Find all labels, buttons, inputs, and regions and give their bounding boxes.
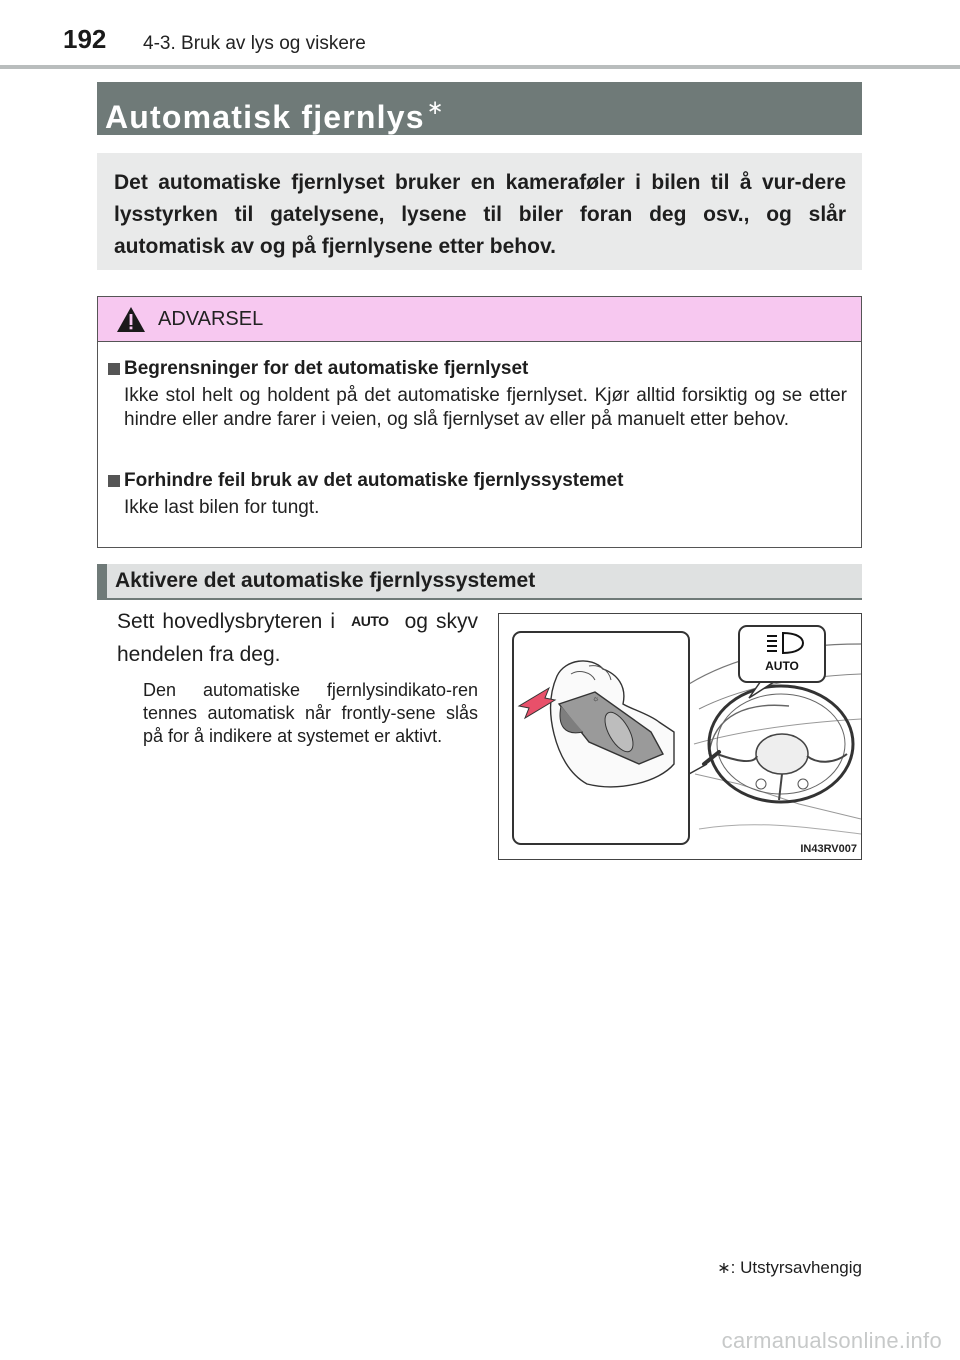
section-heading: Aktivere det automatiske fjernlyssystemet: [115, 569, 536, 592]
footnote-star: ∗: [717, 1260, 731, 1277]
warning-box: [97, 296, 862, 548]
warning-item-body: Ikke last bilen for tungt.: [124, 497, 320, 518]
intro-box: [97, 153, 862, 270]
step-note: Den automatiske fjernlysindikato-ren tennes automatisk når frontly-sene slås på for å indikere at systemet er aktivt.: [143, 680, 478, 746]
lever-symbol-icon: ☼: [592, 694, 600, 703]
illustration-figure: [498, 613, 862, 860]
page-title: [105, 82, 862, 144]
title-bar: [97, 82, 862, 135]
warning-item-heading: [108, 470, 847, 492]
step-text-after: og skyv hendelen fra deg.: [117, 610, 478, 666]
headlight-lever-illustration: [499, 614, 861, 859]
warning-triangle-icon: [116, 306, 146, 333]
section-heading-bar: [97, 564, 862, 600]
page-number: 192: [63, 24, 107, 54]
step-instruction: [117, 605, 478, 671]
figure-code: IN43RV007: [800, 843, 857, 855]
chapter-title: 4-3. Bruk av lys og viskere: [143, 33, 366, 54]
warning-item-heading-text: Begrensninger for det automatiske fjernlyset: [124, 358, 529, 379]
watermark: carmanualsonline.info: [721, 1328, 942, 1353]
footnote: [717, 1258, 862, 1278]
intro-text: Det automatiske fjernlyset bruker en kameraføler i bilen til å vur-dere lysstyrken til gatelysene, lysene til biler foran deg osv., og slår automatisk av og på fjernlysene etter behov.: [114, 171, 846, 258]
warning-item: [108, 358, 847, 432]
warning-label: ADVARSEL: [158, 308, 264, 330]
indicator-auto-label: AUTO: [765, 659, 799, 673]
warning-header: [98, 297, 861, 342]
footnote-text: : Utstyrsavhengig: [730, 1258, 862, 1277]
warning-item-body: Ikke stol helt og holdent på det automatiske fjernlyset. Kjør alltid forsiktig og se etter hindre eller andre farer i veien, og slå fjernlyset av eller på manuelt etter behov.: [124, 385, 847, 430]
auto-switch-icon: AUTO: [351, 613, 389, 629]
bullet-square-icon: [108, 475, 120, 487]
page-title-text: Automatisk fjernlys: [105, 99, 425, 135]
warning-item-heading: [108, 358, 847, 380]
header-rule: [0, 65, 960, 69]
bullet-square-icon: [108, 363, 120, 375]
title-asterisk: ∗: [426, 97, 445, 119]
step-text-before: Sett hovedlysbryteren i: [117, 610, 336, 633]
warning-item: [108, 470, 847, 520]
warning-item-heading-text: Forhindre feil bruk av det automatiske fjernlyssystemet: [124, 470, 624, 491]
